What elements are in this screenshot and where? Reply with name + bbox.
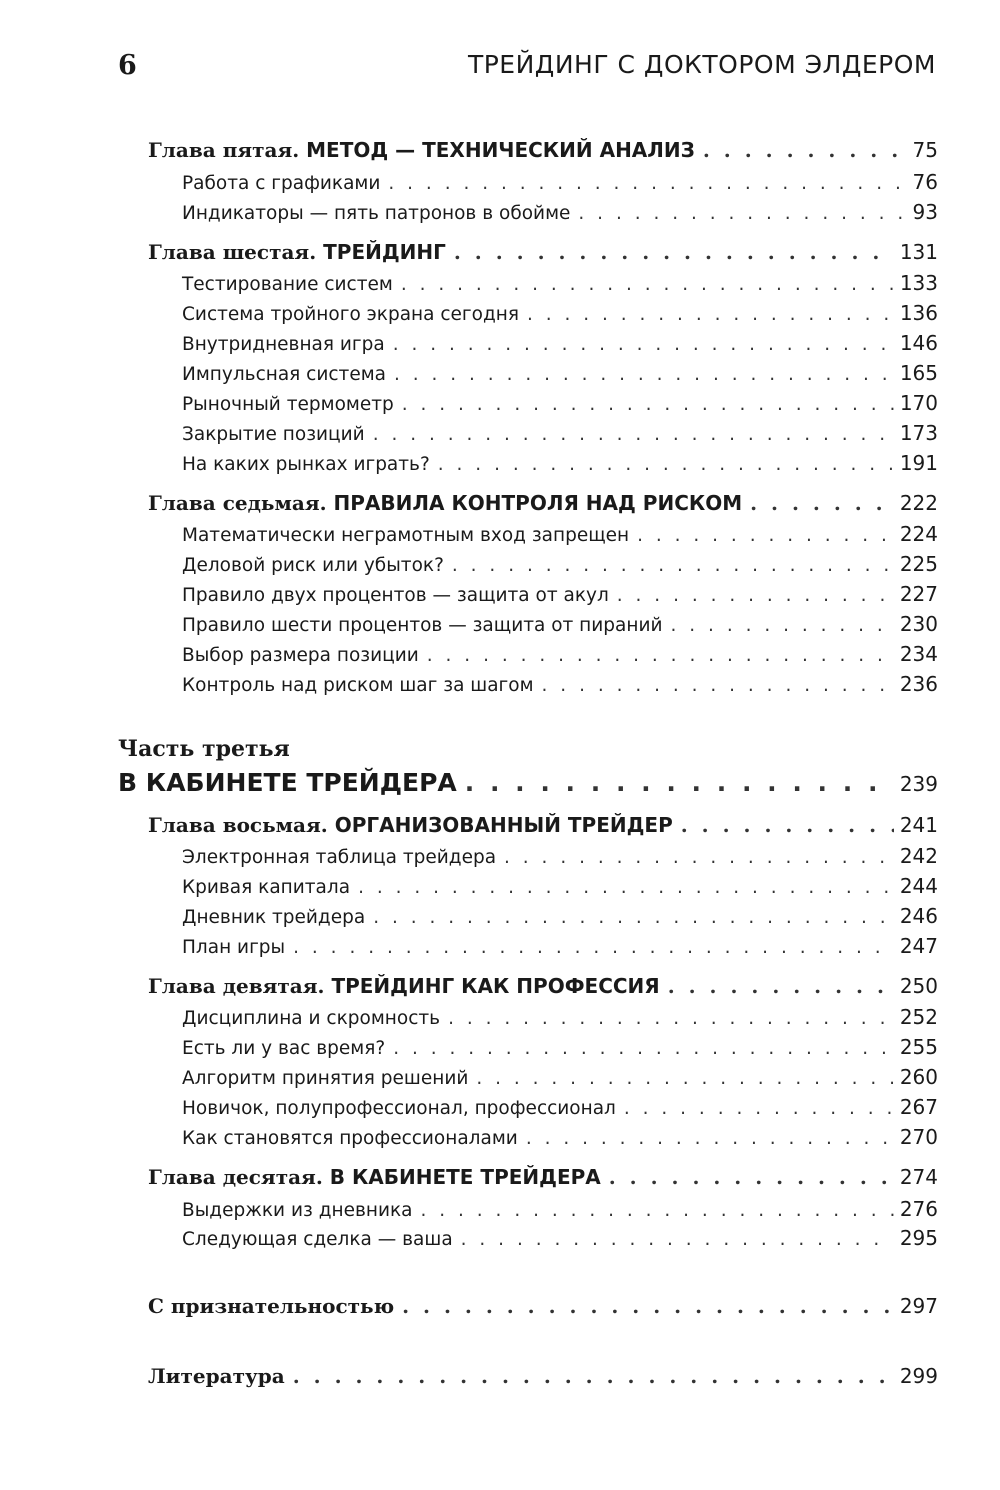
page-ref: 173 [899,421,938,445]
dot-leader [476,1068,893,1089]
dot-leader [461,1229,894,1250]
page-ref: 170 [899,391,938,415]
toc-acknowledgments[interactable] [148,1294,938,1318]
section-title: Следующая сделка — ваша [182,1229,453,1250]
page-ref: 255 [899,1035,938,1059]
page-ref: 93 [912,200,938,224]
chapter-title: Глава восьмая. ОРГАНИЗОВАННЫЙ ТРЕЙДЕР [148,813,673,837]
section-title: Деловой риск или убыток? [182,555,444,576]
page-ref: 241 [899,813,938,837]
part-title: В КАБИНЕТЕ ТРЕЙДЕРА [118,768,457,797]
dot-leader [624,1098,894,1119]
toc-section[interactable] [182,1197,938,1221]
page-ref: 252 [899,1005,938,1029]
toc-section[interactable] [182,642,938,666]
toc-chapter-6[interactable] [148,240,938,264]
page-ref: 250 [899,974,938,998]
section-title: На каких рынках играть? [182,454,430,475]
toc-section[interactable] [182,421,938,445]
page-ref: 244 [899,874,938,898]
dot-leader [448,1008,894,1029]
section-title: Рыночный термометр [182,394,394,415]
toc-chapter-8[interactable] [148,813,938,837]
dot-leader [617,585,894,606]
toc-section[interactable] [182,391,938,415]
section-title: Выдержки из дневника [182,1200,413,1221]
dot-leader [750,491,894,515]
toc-section[interactable] [182,612,938,636]
dot-leader [703,138,907,162]
section-title: Тестирование систем [182,274,393,295]
section-title: Кривая капитала [182,877,351,898]
page-ref: 246 [899,904,938,928]
section-title: План игры [182,937,286,958]
page-ref: 146 [899,331,938,355]
dot-leader [609,1165,894,1189]
running-title: ТРЕЙДИНГ С ДОКТОРОМ ЭЛДЕРОМ [467,50,936,79]
page-ref: 297 [899,1294,938,1318]
dot-leader [393,334,894,355]
toc-section[interactable] [182,1005,938,1029]
toc-section[interactable] [182,331,938,355]
dot-leader [671,615,894,636]
toc-section[interactable] [182,1226,938,1250]
toc-section[interactable] [182,582,938,606]
toc-section[interactable] [182,1125,938,1149]
section-title: Контроль над риском шаг за шагом [182,675,534,696]
chapter-title: Глава седьмая. ПРАВИЛА КОНТРОЛЯ НАД РИСКОМ [148,491,743,515]
toc-section[interactable] [182,522,938,546]
dot-leader [402,394,894,415]
page-ref: 230 [899,612,938,636]
toc-section[interactable] [182,200,938,224]
page-ref: 76 [912,170,938,194]
dot-leader [358,877,894,898]
page-ref: 236 [899,672,938,696]
part-label: Часть третья [118,736,290,762]
toc-part-3[interactable] [118,768,938,797]
dot-leader [526,1128,894,1149]
dot-leader [373,424,894,445]
dot-leader [293,1364,894,1388]
page-ref: 276 [899,1197,938,1221]
page-ref: 136 [899,301,938,325]
section-title: Новичок, полупрофессионал, профессионал [182,1098,616,1119]
dot-leader [402,1294,894,1318]
section-title: Есть ли у вас время? [182,1038,386,1059]
entry-title: Литература [148,1364,285,1388]
entry-title: С признательностью [148,1294,395,1318]
section-title: Система тройного экрана сегодня [182,304,519,325]
toc-section[interactable] [182,1035,938,1059]
toc-section[interactable] [182,844,938,868]
toc-section[interactable] [182,874,938,898]
dot-leader [373,907,894,928]
page-ref: 131 [899,240,938,264]
toc-section[interactable] [182,301,938,325]
section-title: Закрытие позиций [182,424,365,445]
section-title: Правило шести процентов — защита от пираний [182,615,663,636]
dot-leader [637,525,894,546]
toc-section[interactable] [182,451,938,475]
dot-leader [527,304,894,325]
section-title: Как становятся профессионалами [182,1128,518,1149]
toc-section[interactable] [182,934,938,958]
dot-leader [454,240,894,264]
dot-leader [401,274,894,295]
toc-section[interactable] [182,271,938,295]
page-ref: 191 [899,451,938,475]
toc-chapter-7[interactable] [148,491,938,515]
page-ref: 299 [899,1364,938,1388]
section-title: Работа с графиками [182,173,381,194]
page-ref: 227 [899,582,938,606]
dot-leader [465,768,894,797]
page-ref: 224 [899,522,938,546]
toc-section[interactable] [182,904,938,928]
dot-leader [427,645,894,666]
toc-section[interactable] [182,1065,938,1089]
page-ref: 247 [899,934,938,958]
dot-leader [452,555,894,576]
dot-leader [504,847,894,868]
page-ref: 242 [899,844,938,868]
section-title: Математически неграмотным вход запрещен [182,525,630,546]
dot-leader [388,173,906,194]
section-title: Индикаторы — пять патронов в обойме [182,203,571,224]
page-ref: 267 [899,1095,938,1119]
dot-leader [542,675,894,696]
dot-leader [438,454,894,475]
dot-leader [394,364,894,385]
toc-section[interactable] [182,1095,938,1119]
toc-section[interactable] [182,552,938,576]
toc-chapter-10[interactable] [148,1165,938,1189]
dot-leader [293,937,894,958]
section-title: Дневник трейдера [182,907,366,928]
toc-literature[interactable] [148,1364,938,1388]
page-ref: 133 [899,271,938,295]
page-ref: 222 [899,491,938,515]
page-ref: 75 [912,138,938,162]
page-ref: 270 [899,1125,938,1149]
section-title: Дисциплина и скромность [182,1008,441,1029]
page-ref: 225 [899,552,938,576]
page-ref: 295 [899,1226,938,1250]
page-number: 6 [118,50,137,81]
toc-section[interactable] [182,170,938,194]
section-title: Выбор размера позиции [182,645,419,666]
page-ref: 234 [899,642,938,666]
toc-chapter-5[interactable] [148,138,938,162]
section-title: Электронная таблица трейдера [182,847,497,868]
dot-leader [393,1038,894,1059]
section-title: Правило двух процентов — защита от акул [182,585,609,606]
page-ref: 274 [899,1165,938,1189]
chapter-title: Глава шестая. ТРЕЙДИНГ [148,240,446,264]
chapter-title: Глава пятая. МЕТОД — ТЕХНИЧЕСКИЙ АНАЛИЗ [148,138,695,162]
chapter-title: Глава десятая. В КАБИНЕТЕ ТРЕЙДЕРА [148,1165,601,1189]
section-title: Внутридневная игра [182,334,385,355]
dot-leader [668,974,894,998]
page-ref: 165 [899,361,938,385]
chapter-title: Глава девятая. ТРЕЙДИНГ КАК ПРОФЕССИЯ [148,974,660,998]
dot-leader [421,1200,894,1221]
section-title: Импульсная система [182,364,386,385]
toc-section[interactable] [182,672,938,696]
dot-leader [578,203,906,224]
page-ref: 260 [899,1065,938,1089]
toc-section[interactable] [182,361,938,385]
toc-chapter-9[interactable] [148,974,938,998]
section-title: Алгоритм принятия решений [182,1068,469,1089]
page-ref: 239 [899,772,938,796]
dot-leader [681,813,894,837]
